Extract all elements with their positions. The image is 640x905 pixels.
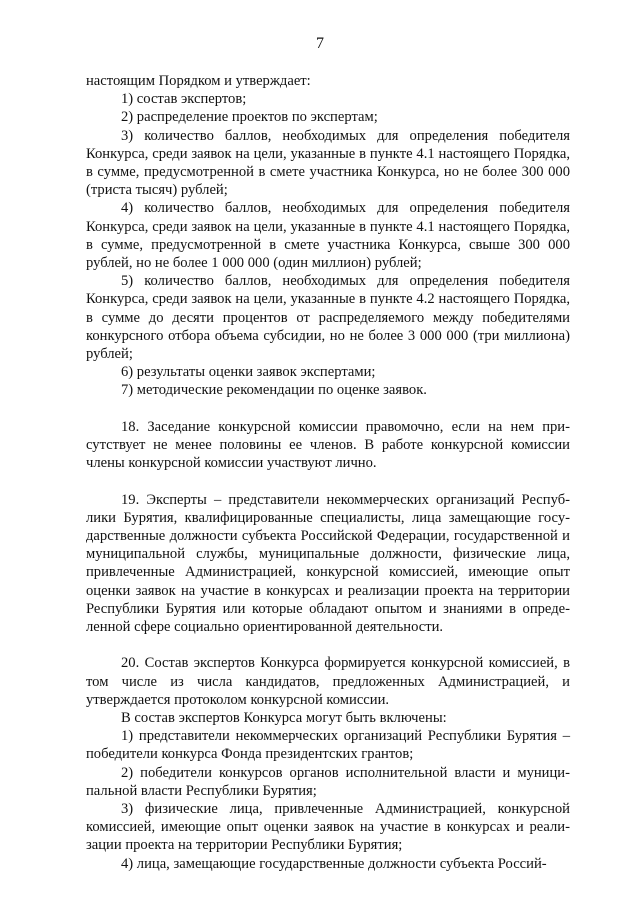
clause-20: 20. Состав экспертов Конкурса формируется конкурсной комиссией, в том числе из числа кандидатов, предложенных Администрацией, и утверждается протоколом конкурсной комиссии. [86, 655, 570, 708]
list-item: 2) распределение проектов по экспертам; [121, 109, 378, 126]
list-item: 4) лица, замещающие государственные должности субъекта Россий- [121, 855, 547, 872]
list-item: 4) количество баллов, необходимых для определения победителя Конкурса, среди заявок на цели, указанные в пункте 4.1 настоящего Порядка, в сумме, предусмотренной в смете участника Конкурса, свыше 300 000 рублей, но не более 1 000 000 (один миллион) рублей; [86, 200, 570, 272]
list-item: 3) физические лица, привлеченные Администрацией, конкурсной комиссией, имеющие опыт оценки заявок на участие в конкурсах и реализации проекта на территории Республики Бурятия; [86, 801, 570, 854]
list-item: 6) результаты оценки заявок экспертами; [121, 364, 376, 381]
clause-19: 19. Эксперты – представители некоммерческих организаций Республики Бурятия, квалифицированные специалисты, лица замещающие государственные должности субъекта Российской Федерации, государственной и муниципальной службы, муниципальные должности, физические лица, привлеченные Администрацией, конкурсной комиссией, имеющие опыт оценки заявок на участие в конкурсах и реализации проекта на территории Республики Бурятия или которые обладают опытом и знаниями в определенной сфере социально ориентированной деятельности. [86, 491, 570, 636]
clause-18: 18. Заседание конкурсной комиссии правомочно, если на нем присутствует не менее половины ее членов. В работе конкурсной комиссии члены конкурсной комиссии участвуют лично. [86, 418, 570, 472]
list-item: 1) представители некоммерческих организаций Республики Бурятия – победители конкурса Фонда президентских грантов; [86, 728, 570, 763]
text-paragraph: В состав экспертов Конкурса могут быть включены: [121, 710, 447, 727]
page-number: 7 [316, 35, 324, 52]
list-item: 7) методические рекомендации по оценке заявок. [121, 382, 427, 399]
text-paragraph: настоящим Порядком и утверждает: [86, 73, 311, 89]
list-item: 2) победители конкурсов органов исполнительной власти и муниципальной власти Республики Бурятия; [86, 764, 570, 799]
document-body [86, 72, 570, 873]
list-item: 1) состав экспертов; [121, 91, 247, 108]
list-item: 5) количество баллов, необходимых для определения победителя Конкурса, среди заявок на цели, указанные в пункте 4.2 настоящего Порядка, в сумме до десяти процентов от распределяемого между победителями конкурсного отбора объема субсидии, но не более 3 000 000 (три миллиона) рублей; [86, 273, 570, 363]
list-item: 3) количество баллов, необходимых для определения победителя Конкурса, среди заявок на цели, указанные в пункте 4.1 настоящего Порядка, в сумме, предусмотренной в смете участника Конкурса, но не более 300 000 (триста тысяч) рублей; [86, 127, 570, 199]
